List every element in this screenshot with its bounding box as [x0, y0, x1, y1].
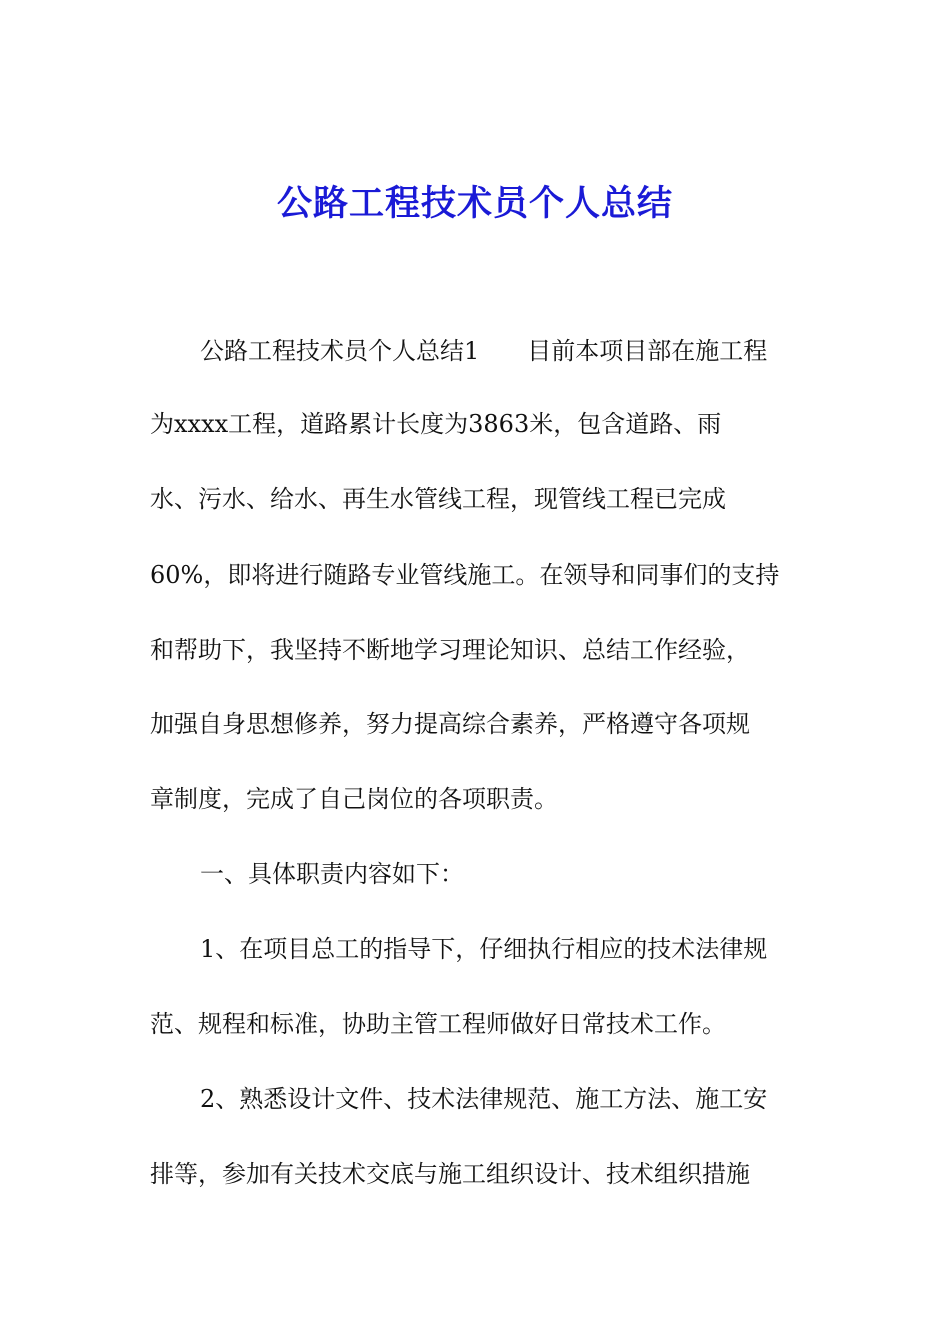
paragraph-line: 为xxxx工程，道路累计长度为3863米，包含道路、雨 [150, 410, 722, 438]
paragraph-line: 加强自身思想修养，努力提高综合素养，严格遵守各项规 [150, 710, 750, 738]
paragraph-line: 1、在项目总工的指导下，仔细执行相应的技术法律规 [200, 935, 768, 963]
paragraph-line: 2、熟悉设计文件、技术法律规范、施工方法、施工安 [200, 1085, 768, 1113]
paragraph-line: 60%，即将进行随路专业管线施工。在领导和同事们的支持 [150, 561, 780, 589]
section-heading: 一、具体职责内容如下： [200, 860, 464, 888]
paragraph-line: 和帮助下，我坚持不断地学习理论知识、总结工作经验， [150, 636, 750, 664]
paragraph-line: 排等，参加有关技术交底与施工组织设计、技术组织措施 [150, 1160, 750, 1188]
paragraph-line: 公路工程技术员个人总结1 目前本项目部在施工程 [200, 337, 768, 365]
document-title: 公路工程技术员个人总结 [276, 183, 673, 224]
paragraph-line: 范、规程和标准，协助主管工程师做好日常技术工作。 [150, 1010, 726, 1038]
paragraph-line: 章制度，完成了自己岗位的各项职责。 [150, 785, 558, 813]
paragraph-line: 水、污水、给水、再生水管线工程，现管线工程已完成 [150, 485, 726, 513]
